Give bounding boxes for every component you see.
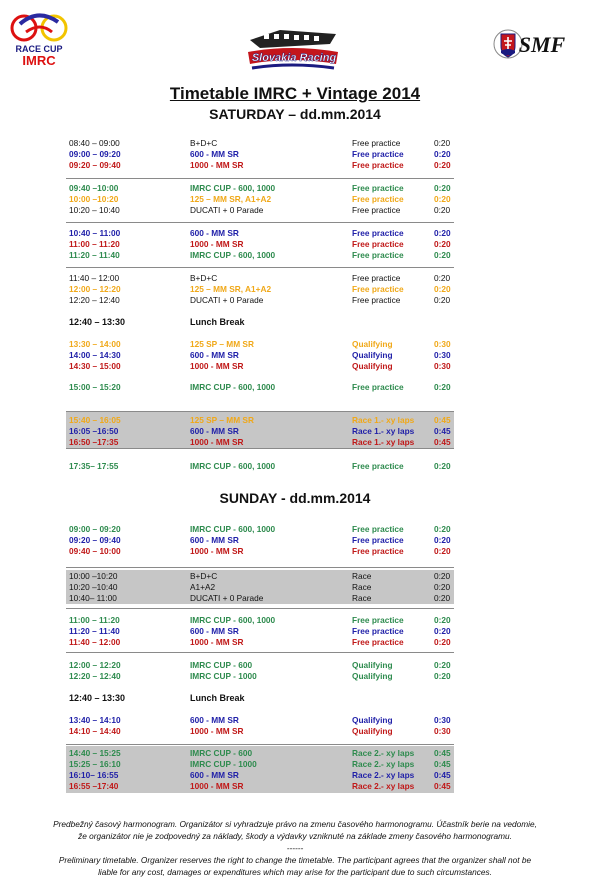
time-cell: 14:40 – 15:25 — [69, 748, 121, 758]
duration-cell: 0:20 — [434, 582, 451, 592]
duration-cell: 0:20 — [434, 524, 451, 534]
session-cell: Free practice — [352, 250, 404, 260]
duration-cell: 0:20 — [434, 205, 451, 215]
time-cell: 13:40 – 14:10 — [69, 715, 121, 725]
schedule-row — [66, 361, 454, 372]
footer-en-line-1: Preliminary timetable. Organizer reserves the right to change the timetable. The participant agrees that the organizer shall not be — [58, 855, 532, 865]
session-cell: Free practice — [352, 149, 404, 159]
class-cell: DUCATI + 0 Parade — [190, 205, 264, 215]
time-cell: 13:30 – 14:00 — [69, 339, 121, 349]
duration-cell: 0:20 — [434, 160, 451, 170]
time-cell: 15:40 – 16:05 — [69, 415, 121, 425]
duration-cell: 0:45 — [434, 759, 451, 769]
schedule-row — [66, 535, 454, 546]
time-cell: 12:40 – 13:30 — [69, 693, 126, 703]
schedule-row — [66, 250, 454, 261]
schedule-row — [66, 295, 454, 306]
duration-cell: 0:45 — [434, 415, 451, 425]
session-cell: Qualifying — [352, 339, 393, 349]
session-cell: Race 1.- xy laps — [352, 426, 415, 436]
class-cell: IMRC CUP - 600, 1000 — [190, 382, 276, 392]
time-cell: 09:40 –10:00 — [69, 183, 119, 193]
class-cell: 600 - MM SR — [190, 626, 239, 636]
schedule-row — [66, 350, 454, 361]
divider — [66, 178, 454, 179]
time-cell: 10:00 –10:20 — [69, 571, 118, 581]
class-cell: 600 - MM SR — [190, 715, 239, 725]
class-cell: DUCATI + 0 Parade — [190, 295, 264, 305]
class-cell: Lunch Break — [190, 317, 245, 327]
divider — [66, 652, 454, 653]
race-cup-imrc-logo — [6, 6, 72, 68]
schedule-row — [66, 160, 454, 171]
time-cell: 09:40 – 10:00 — [69, 546, 121, 556]
class-cell: Lunch Break — [190, 693, 245, 703]
schedule-row — [66, 149, 454, 160]
session-cell: Free practice — [352, 615, 404, 625]
schedule-row — [66, 693, 454, 704]
schedule-row — [66, 748, 454, 759]
schedule-row — [66, 317, 454, 328]
smf-logo — [492, 20, 566, 68]
svg-text:RACE CUP: RACE CUP — [15, 44, 63, 54]
time-cell: 11:00 – 11:20 — [69, 239, 120, 249]
class-cell: 600 - MM SR — [190, 149, 239, 159]
session-cell: Race 1.- xy laps — [352, 415, 415, 425]
class-cell: 600 - MM SR — [190, 350, 239, 360]
time-cell: 11:00 – 11:20 — [69, 615, 120, 625]
time-cell: 11:20 – 11:40 — [69, 626, 120, 636]
schedule-row — [66, 546, 454, 557]
time-cell: 09:00 – 09:20 — [69, 524, 121, 534]
class-cell: 1000 - MM SR — [190, 160, 244, 170]
duration-cell: 0:20 — [434, 382, 451, 392]
time-cell: 16:50 –17:35 — [69, 437, 119, 447]
time-cell: 10:20 –10:40 — [69, 582, 118, 592]
duration-cell: 0:20 — [434, 535, 451, 545]
schedule-row — [66, 671, 454, 682]
time-cell: 16:55 –17:40 — [69, 781, 119, 791]
class-cell: 1000 - MM SR — [190, 546, 244, 556]
footer-sk-line-2: že organizátor nie je zodpovedný za náklady, škody a výdavky vzniknuté na základe zmeny časového harmonogramu. — [78, 831, 512, 841]
duration-cell: 0:45 — [434, 781, 451, 791]
divider — [66, 608, 454, 609]
class-cell: 1000 - MM SR — [190, 239, 244, 249]
session-cell: Qualifying — [352, 671, 393, 681]
class-cell: 1000 - MM SR — [190, 726, 244, 736]
schedule-row — [66, 339, 454, 350]
footer-en-line-2: liable for any cost, damages or expenditures which may arise for the participant due to such circumstances. — [98, 867, 492, 877]
session-cell: Free practice — [352, 295, 401, 305]
session-cell: Race 2.- xy laps — [352, 759, 415, 769]
time-cell: 12:20 – 12:40 — [69, 295, 120, 305]
class-cell: B+D+C — [190, 273, 218, 283]
session-cell: Qualifying — [352, 660, 393, 670]
class-cell: 1000 - MM SR — [190, 781, 244, 791]
divider — [66, 267, 454, 268]
session-cell: Free practice — [352, 138, 401, 148]
session-cell: Free practice — [352, 546, 404, 556]
session-cell: Free practice — [352, 626, 404, 636]
schedule-row — [66, 759, 454, 770]
duration-cell: 0:20 — [434, 239, 451, 249]
slovakia-racing-logo — [240, 26, 344, 78]
class-cell: IMRC CUP - 600, 1000 — [190, 524, 276, 534]
duration-cell: 0:20 — [434, 183, 451, 193]
time-cell: 12:40 – 13:30 — [69, 317, 126, 327]
duration-cell: 0:45 — [434, 437, 451, 447]
session-cell: Race 2.- xy laps — [352, 781, 415, 791]
schedule-row — [66, 660, 454, 671]
schedule-row — [66, 194, 454, 205]
time-cell: 14:30 – 15:00 — [69, 361, 121, 371]
time-cell: 16:05 –16:50 — [69, 426, 119, 436]
schedule-row — [66, 239, 454, 250]
schedule-row — [66, 726, 454, 737]
duration-cell: 0:20 — [434, 626, 451, 636]
class-cell: IMRC CUP - 1000 — [190, 759, 257, 769]
session-cell: Free practice — [352, 535, 404, 545]
page-title: Timetable IMRC + Vintage 2014 — [169, 84, 421, 103]
schedule-row — [66, 415, 454, 426]
duration-cell: 0:20 — [434, 149, 451, 159]
class-cell: 125 SP – MM SR — [190, 415, 254, 425]
divider — [66, 411, 454, 412]
duration-cell: 0:20 — [434, 295, 451, 305]
svg-text:IMRC: IMRC — [22, 53, 56, 68]
duration-cell: 0:20 — [434, 228, 451, 238]
duration-cell: 0:20 — [434, 461, 451, 471]
time-cell: 14:00 – 14:30 — [69, 350, 121, 360]
class-cell: IMRC CUP - 600, 1000 — [190, 461, 276, 471]
time-cell: 09:20 – 09:40 — [69, 535, 121, 545]
schedule-row — [66, 426, 454, 437]
class-cell: 125 SP – MM SR — [190, 339, 254, 349]
schedule-row — [66, 715, 454, 726]
time-cell: 12:20 – 12:40 — [69, 671, 121, 681]
schedule-row — [66, 284, 454, 295]
schedule-row — [66, 228, 454, 239]
class-cell: IMRC CUP - 600 — [190, 660, 253, 670]
schedule-row — [66, 571, 454, 582]
schedule-row — [66, 781, 454, 792]
duration-cell: 0:20 — [434, 571, 451, 581]
duration-cell: 0:30 — [434, 726, 451, 736]
session-cell: Free practice — [352, 183, 404, 193]
time-cell: 10:40– 11:00 — [69, 593, 117, 603]
session-cell: Free practice — [352, 228, 404, 238]
session-cell: Free practice — [352, 284, 404, 294]
schedule-row — [66, 382, 454, 393]
session-cell: Race — [352, 593, 372, 603]
schedule-row — [66, 593, 454, 604]
divider — [66, 744, 454, 745]
time-cell: 15:00 – 15:20 — [69, 382, 121, 392]
schedule-row — [66, 626, 454, 637]
class-cell: IMRC CUP - 600, 1000 — [190, 183, 276, 193]
time-cell: 09:20 – 09:40 — [69, 160, 121, 170]
footer-sk-line-1: Predbežný časový harmonogram. Organizátor si vyhradzuje právo na zmenu časového harmonogramu. Účastník berie na vedomie, — [53, 819, 537, 829]
class-cell: 1000 - MM SR — [190, 637, 244, 647]
duration-cell: 0:45 — [434, 770, 451, 780]
time-cell: 15:25 – 16:10 — [69, 759, 121, 769]
schedule-row — [66, 615, 454, 626]
duration-cell: 0:20 — [434, 615, 451, 625]
class-cell: 1000 - MM SR — [190, 361, 244, 371]
divider — [66, 448, 454, 449]
duration-cell: 0:30 — [434, 339, 451, 349]
duration-cell: 0:20 — [434, 194, 451, 204]
class-cell: IMRC CUP - 600, 1000 — [190, 250, 276, 260]
session-cell: Race 2.- xy laps — [352, 748, 415, 758]
time-cell: 10:40 – 11:00 — [69, 228, 121, 238]
class-cell: 600 - MM SR — [190, 228, 239, 238]
session-cell: Race 1.- xy laps — [352, 437, 415, 447]
schedule-row — [66, 524, 454, 535]
schedule-row — [66, 437, 454, 448]
schedule-row — [66, 637, 454, 648]
duration-cell: 0:20 — [434, 546, 451, 556]
session-cell: Race — [352, 582, 372, 592]
class-cell: A1+A2 — [190, 582, 216, 592]
class-cell: B+D+C — [190, 571, 218, 581]
session-cell: Qualifying — [352, 350, 393, 360]
class-cell: 600 - MM SR — [190, 426, 239, 436]
class-cell: 600 - MM SR — [190, 770, 239, 780]
time-cell: 10:00 –10:20 — [69, 194, 119, 204]
duration-cell: 0:20 — [434, 138, 451, 148]
class-cell: 1000 - MM SR — [190, 437, 244, 447]
class-cell: B+D+C — [190, 138, 218, 148]
duration-cell: 0:30 — [434, 715, 451, 725]
session-cell: Free practice — [352, 461, 404, 471]
time-cell: 11:40 – 12:00 — [69, 637, 121, 647]
schedule-row — [66, 461, 454, 472]
schedule-row — [66, 582, 454, 593]
time-cell: 14:10 – 14:40 — [69, 726, 121, 736]
duration-cell: 0:20 — [434, 284, 451, 294]
session-cell: Free practice — [352, 637, 404, 647]
duration-cell: 0:20 — [434, 273, 451, 283]
class-cell: 125 – MM SR, A1+A2 — [190, 194, 272, 204]
duration-cell: 0:20 — [434, 660, 451, 670]
session-cell: Qualifying — [352, 715, 393, 725]
duration-cell: 0:20 — [434, 593, 451, 603]
schedule-row — [66, 138, 454, 149]
time-cell: 11:40 – 12:00 — [69, 273, 120, 283]
time-cell: 10:20 – 10:40 — [69, 205, 120, 215]
schedule-row — [66, 770, 454, 781]
duration-cell: 0:30 — [434, 361, 451, 371]
time-cell: 09:00 – 09:20 — [69, 149, 121, 159]
time-cell: 11:20 – 11:40 — [69, 250, 120, 260]
class-cell: 125 – MM SR, A1+A2 — [190, 284, 272, 294]
class-cell: IMRC CUP - 1000 — [190, 671, 257, 681]
class-cell: DUCATI + 0 Parade — [190, 593, 264, 603]
time-cell: 08:40 – 09:00 — [69, 138, 120, 148]
session-cell: Race — [352, 571, 372, 581]
duration-cell: 0:20 — [434, 637, 451, 647]
duration-cell: 0:30 — [434, 350, 451, 360]
session-cell: Free practice — [352, 524, 404, 534]
session-cell: Qualifying — [352, 361, 393, 371]
svg-text:SMF: SMF — [518, 32, 566, 57]
time-cell: 16:10– 16:55 — [69, 770, 119, 780]
session-cell: Free practice — [352, 382, 404, 392]
time-cell: 12:00 – 12:20 — [69, 284, 121, 294]
footer-notice — [0, 818, 590, 878]
divider — [66, 567, 454, 568]
class-cell: IMRC CUP - 600 — [190, 748, 253, 758]
duration-cell: 0:20 — [434, 671, 451, 681]
time-cell: 12:00 – 12:20 — [69, 660, 121, 670]
sunday-heading: SUNDAY - dd.mm.2014 — [219, 490, 371, 506]
schedule-row — [66, 205, 454, 216]
session-cell: Qualifying — [352, 726, 393, 736]
session-cell: Free practice — [352, 239, 404, 249]
footer-divider: ------ — [286, 843, 304, 853]
schedule-row — [66, 273, 454, 284]
duration-cell: 0:20 — [434, 250, 451, 260]
session-cell: Free practice — [352, 160, 404, 170]
svg-text:Slovakia Racing: Slovakia Racing — [251, 52, 337, 64]
divider — [66, 222, 454, 223]
session-cell: Free practice — [352, 205, 401, 215]
saturday-heading: SATURDAY – dd.mm.2014 — [209, 106, 381, 122]
session-cell: Free practice — [352, 273, 401, 283]
session-cell: Race 2.- xy laps — [352, 770, 415, 780]
time-cell: 17:35– 17:55 — [69, 461, 119, 471]
duration-cell: 0:45 — [434, 426, 451, 436]
duration-cell: 0:45 — [434, 748, 451, 758]
class-cell: IMRC CUP - 600, 1000 — [190, 615, 276, 625]
schedule-row — [66, 183, 454, 194]
class-cell: 600 - MM SR — [190, 535, 239, 545]
session-cell: Free practice — [352, 194, 404, 204]
